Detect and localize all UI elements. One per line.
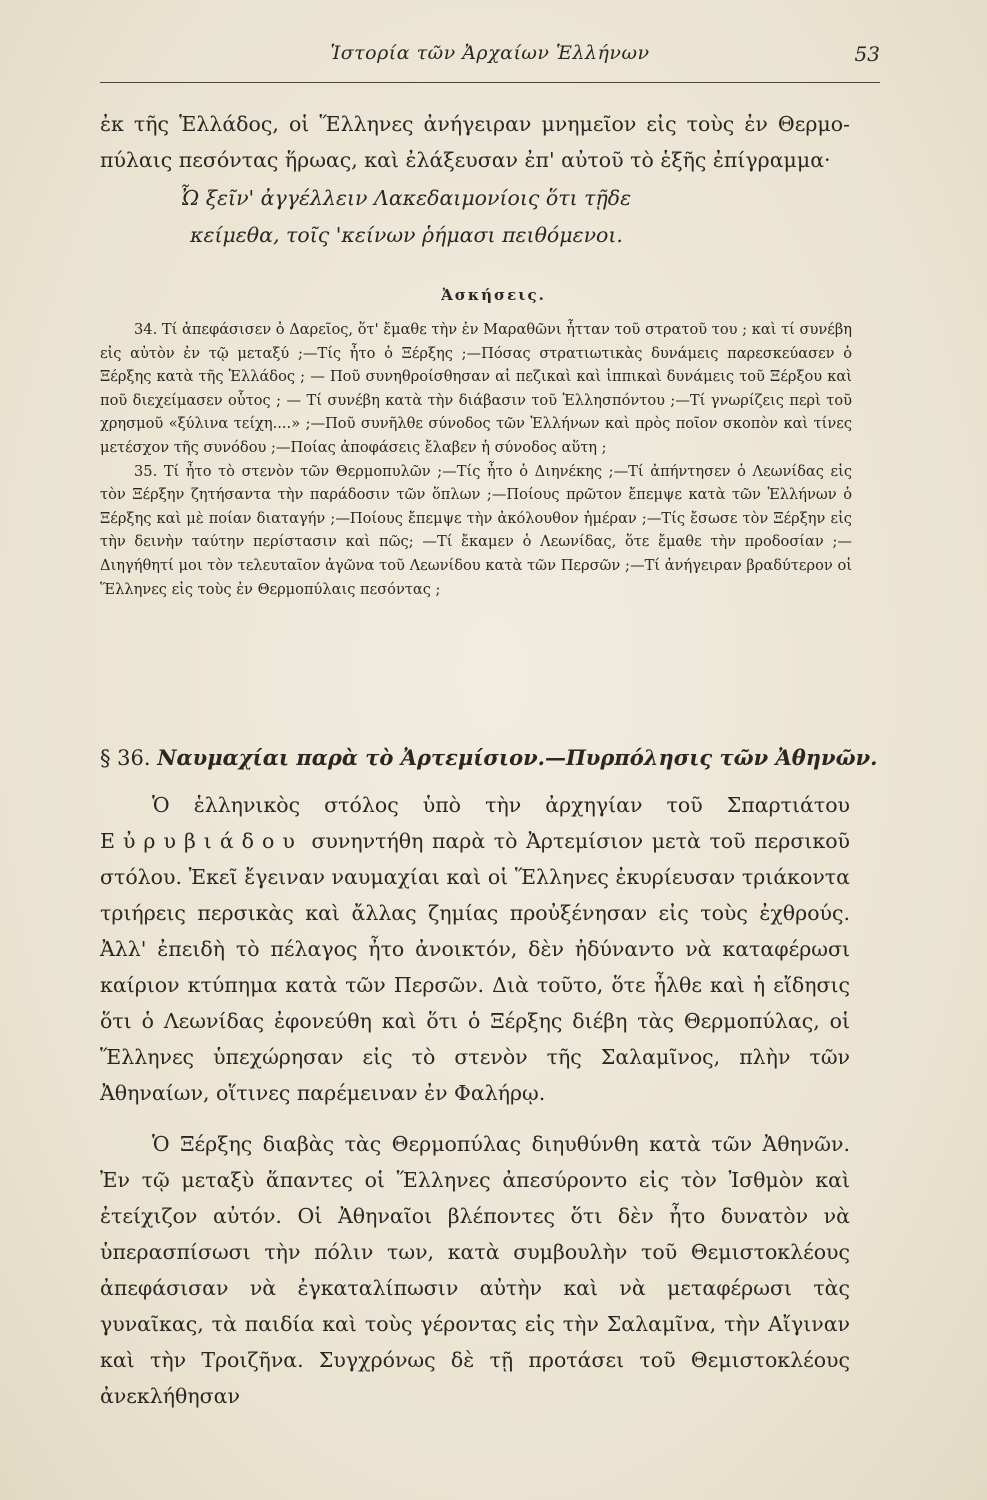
exercise-35: 35. Τί ἦτο τὸ στενὸν τῶν Θερμοπυλῶν ;—Τίς ἦτο ὁ Διηνέκης ;—Τί ἀπήντησεν ὁ Λεωνίδας εἰς τὸν Ξέρξην ζητήσαντα τὴν παράδοσιν τῶν ὅπλων ;—Ποίους πρῶτον ἔπεμψε κατὰ τῶν Ἑλλήνων ὁ Ξέρξης καὶ μὲ ποίαν διαταγήν ;—Ποίους ἔπεμψε τὴν ἀκόλουθον ἡμέραν ;—Τίς ἔσωσε τὸν Ξέρξην εἰς τὴν δεινὴν ταύτην περίστασιν καὶ πῶς; —Τί ἔκαμεν ὁ Λεωνίδας, ὅτε ἔμαθε τὴν προδοσίαν ;—Διηγήθητί μοι τὸν τελευταῖον ἀγῶνα τοῦ Λεωνίδου κατὰ τῶν Περσῶν ;—Τί ἀνήγειραν βραδύτερον οἱ Ἕλληνες εἰς τοὺς ἐν Θερμοπύλαις πεσόντας ; xyxy=(100,462,852,598)
epigram-line-2: κείμεθα, τοῖς 'κείνων ῥήμασι πειθόμενοι. xyxy=(190,223,623,247)
epigram-line-1: Ὦ ξεῖν' ἀγγέλλειν Λακεδαιμονίοις ὅτι τῇδε xyxy=(180,186,632,210)
paragraph-1-rest: συνηντήθη παρὰ τὸ Ἀρτεμίσιον μετὰ τοῦ περσικοῦ στόλου. Ἐκεῖ ἔγειναν ναυμαχίαι καὶ οἱ Ἕλληνες ἐκυρίευσαν τριάκοντα τριήρεις περσικὰς καὶ ἄλλας ζημίας προὐξένησαν εἰς τοὺς ἐχθρούς. Ἀλλ' ἐπειδὴ τὸ πέλαγος ἦτο ἀνοικτόν, δὲν ἠδύναντο νὰ καταφέρωσι καίριον κτύπημα κατὰ τῶν Περσῶν. Διὰ τοῦτο, ὅτε ἦλθε καὶ ἡ εἴδησις ὅτι ὁ Λεωνίδας ἐφονεύθη καὶ ὅτι ὁ Ξέρξης διέβη τὰς Θερμοπύλας, οἱ Ἕλληνες ὑπεχώρησαν εἰς τὸ στενὸν τῆς Σαλαμῖνος, πλὴν τῶν Ἀθηναίων, οἵτινες παρέμειναν ἐν Φαλήρῳ. xyxy=(100,829,850,1105)
header-rule xyxy=(100,82,880,83)
section-title: Ναυμαχίαι παρὰ τὸ Ἀρτεμίσιον.—Πυρπόλησις τῶν Ἀθηνῶν. xyxy=(157,745,878,770)
section-heading xyxy=(100,745,878,770)
intro-paragraph xyxy=(100,106,850,178)
intro-text: ἐκ τῆς Ἑλλάδος, οἱ Ἕλληνες ἀνήγειραν μνημεῖον εἰς τοὺς ἐν Θερμο-πύλαις πεσόντας ἥρωας, καὶ ἐλάξευσαν ἐπ' αὐτοῦ τὸ ἑξῆς ἐπίγραμμα· xyxy=(100,112,850,172)
epigram xyxy=(100,180,850,254)
paragraph-2-text: Ὁ Ξέρξης διαβὰς τὰς Θερμοπύλας διηυθύνθη κατὰ τῶν Ἀθηνῶν. Ἐν τῷ μεταξὺ ἅπαντες οἱ Ἕλληνες ἀπεσύροντο εἰς τὸν Ἰσθμὸν καὶ ἐτείχιζον αὐτόν. Οἱ Ἀθηναῖοι βλέποντες ὅτι δὲν ἦτο δυνατὸν νὰ ὑπερασπίσωσι τὴν πόλιν των, κατὰ συμβουλὴν τοῦ Θεμιστοκλέους ἀπεφάσισαν νὰ ἐγκαταλίπωσιν αὐτὴν καὶ νὰ μεταφέρωσι τὰς γυναῖκας, τὰ παιδία καὶ τοὺς γέροντας εἰς τὴν Σαλαμῖνα, τὴν Αἴγιναν καὶ τὴν Τροιζῆνα. Συγχρόνως δὲ τῇ προτάσει τοῦ Θεμιστοκλέους ἀνεκλήθησαν xyxy=(100,1132,850,1408)
running-title: Ἱστορία τῶν Ἀρχαίων Ἑλλήνων xyxy=(330,42,650,64)
paragraph-1 xyxy=(100,787,850,1111)
page-number: 53 xyxy=(854,42,880,66)
eurybiades-name: Εὐρυβιάδου xyxy=(100,829,303,853)
paragraph-1-start: Ὁ ἑλληνικὸς στόλος ὑπὸ τὴν ἀρχηγίαν τοῦ Σπαρτιάτου xyxy=(152,793,850,817)
exercises-heading: Ἀσκήσεις. xyxy=(441,286,546,304)
section-number: § 36. xyxy=(100,746,151,770)
exercise-34: 34. Τί ἀπεφάσισεν ὁ Δαρεῖος, ὅτ' ἔμαθε τὴν ἐν Μαραθῶνι ἧτταν τοῦ στρατοῦ του ; καὶ τί συνέβη εἰς αὐτὸν ἐν τῷ μεταξύ ;—Τίς ἦτο ὁ Ξέρξης ;—Πόσας στρατιωτικὰς δυνάμεις παρεσκεύασεν ὁ Ξέρξης κατὰ τῆς Ἑλλάδος ; — Ποῦ συνηθροίσθησαν αἱ πεζικαὶ καὶ ἱππικαὶ δυνάμεις τοῦ Ξέρξου καὶ ποῦ διεχείμασεν οὗτος ; — Τί συνέβη κατὰ τὴν διάβασιν τοῦ Ἑλλησπόντου ;—Τί γνωρίζεις περὶ τοῦ χρησμοῦ «ξύλινα τείχη....» ;—Ποῦ συνῆλθε σύνοδος τῶν Ἑλλήνων καὶ πρὸς ποῖον σκοπὸν καὶ τίνες μετέσχον τῆς συνόδου ;—Ποίας ἀποφάσεις ἔλαβεν ἡ σύνοδος αὕτη ; xyxy=(100,321,852,456)
running-header xyxy=(100,42,880,82)
paragraph-2 xyxy=(100,1126,850,1414)
exercises xyxy=(100,318,852,601)
